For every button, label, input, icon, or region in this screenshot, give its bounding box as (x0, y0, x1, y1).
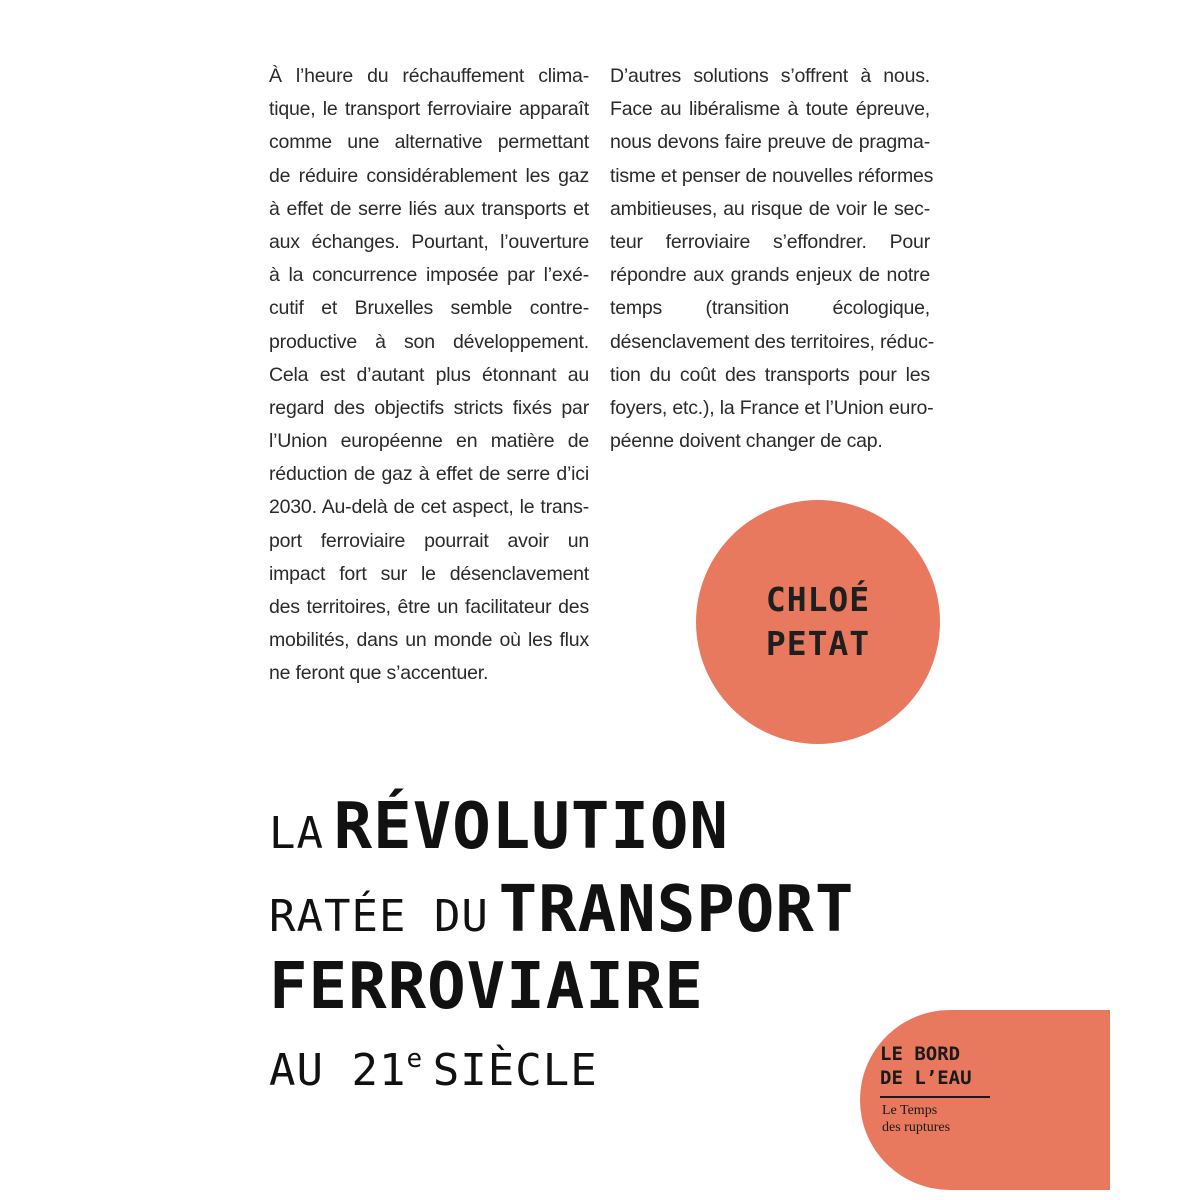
blurb-line: À l’heure du réchauffement clima- (269, 65, 589, 87)
blurb-line: D’autres solutions s’offrent à nous. (610, 65, 930, 87)
blurb-line: des territoires, être un facilitateur des (269, 596, 589, 618)
title-words-ratee-du: RATÉE DU (269, 891, 489, 942)
publisher-logo (860, 1010, 1110, 1190)
blurb-line: nous devons faire preuve de pragma- (610, 131, 930, 154)
title-word-transport: TRANSPORT (498, 873, 855, 947)
blurb-line: réduction de gaz à effet de serre d’ici (269, 463, 589, 486)
author-badge (696, 500, 940, 744)
blurb-line: cutif et Bruxelles semble contre- (269, 297, 589, 320)
blurb-line: Cela est d’autant plus étonnant au (269, 363, 589, 386)
blurb-line: tion du coût des transports pour les (610, 363, 930, 386)
title-word-revolution: RÉVOLUTION (333, 790, 729, 864)
blurb-line: port ferroviaire pourrait avoir un (269, 529, 589, 552)
blurb-line: ne feront que s’accentuer. (269, 662, 489, 685)
blurb-line: aux échanges. Pourtant, l’ouverture (269, 230, 589, 253)
blurb-line: l’Union européenne en matière de (269, 430, 589, 453)
collection-name (882, 1102, 950, 1136)
blurb-line: temps (transition écologique, (610, 297, 930, 320)
blurb-line: mobilités, dans un monde où les flux (269, 629, 589, 652)
publisher-name (880, 1042, 972, 1090)
title-line-4 (269, 1044, 598, 1096)
blurb-line: foyers, etc.), la France et l’Union euro- (610, 396, 934, 419)
blurb-line: de réduire considérablement les gaz (269, 164, 589, 187)
title-words-au-21: AU 21 (269, 1045, 407, 1096)
blurb-line: regard des objectifs stricts fixés par (269, 396, 589, 419)
blurb-line: à effet de serre liés aux transports et (269, 197, 589, 220)
title-word-ferroviaire: FERROVIAIRE (269, 950, 704, 1024)
title-line-3 (269, 950, 704, 1024)
blurb-line: impact fort sur le désenclavement (269, 562, 589, 585)
blurb-line: péenne doivent changer de cap. (610, 430, 883, 453)
title-word-la: LA (269, 808, 324, 859)
author-last-name: PETAT (765, 624, 871, 663)
blurb-line: comme une alternative permettant (269, 131, 589, 154)
collection-line-2: des ruptures (882, 1120, 951, 1135)
blurb-line: 2030. Au-delà de cet aspect, le trans- (269, 496, 589, 519)
author-first-name: CHLOÉ (765, 580, 871, 619)
title-line-2 (269, 873, 854, 947)
collection-line-1: Le Temps (882, 1103, 938, 1118)
publisher-divider (880, 1096, 990, 1098)
title-word-siecle: SIÈCLE (432, 1045, 598, 1096)
blurb-line: à la concurrence imposée par l’exé- (269, 264, 589, 287)
blurb-line: productive à son développement. (269, 330, 589, 353)
blurb-line: teur ferroviaire s’effondrer. Pour (610, 230, 930, 253)
blurb-line: Face au libéralisme à toute épreuve, (610, 98, 930, 121)
publisher-name-line-1: LE BORD (880, 1043, 961, 1065)
title-superscript: e (406, 1044, 424, 1074)
blurb-line: désenclavement des territoires, réduc- (610, 330, 935, 353)
blurb-left-column (269, 60, 589, 691)
blurb-line: tique, le transport ferroviaire apparaît (269, 98, 589, 121)
blurb-right-column (610, 60, 935, 458)
blurb-line: répondre aux grands enjeux de notre (610, 264, 930, 287)
title-line-1 (269, 790, 729, 864)
blurb-line: tisme et penser de nouvelles réformes (610, 164, 934, 187)
blurb-line: ambitieuses, au risque de voir le sec- (610, 197, 930, 220)
publisher-name-line-2: DE L’EAU (880, 1067, 972, 1089)
